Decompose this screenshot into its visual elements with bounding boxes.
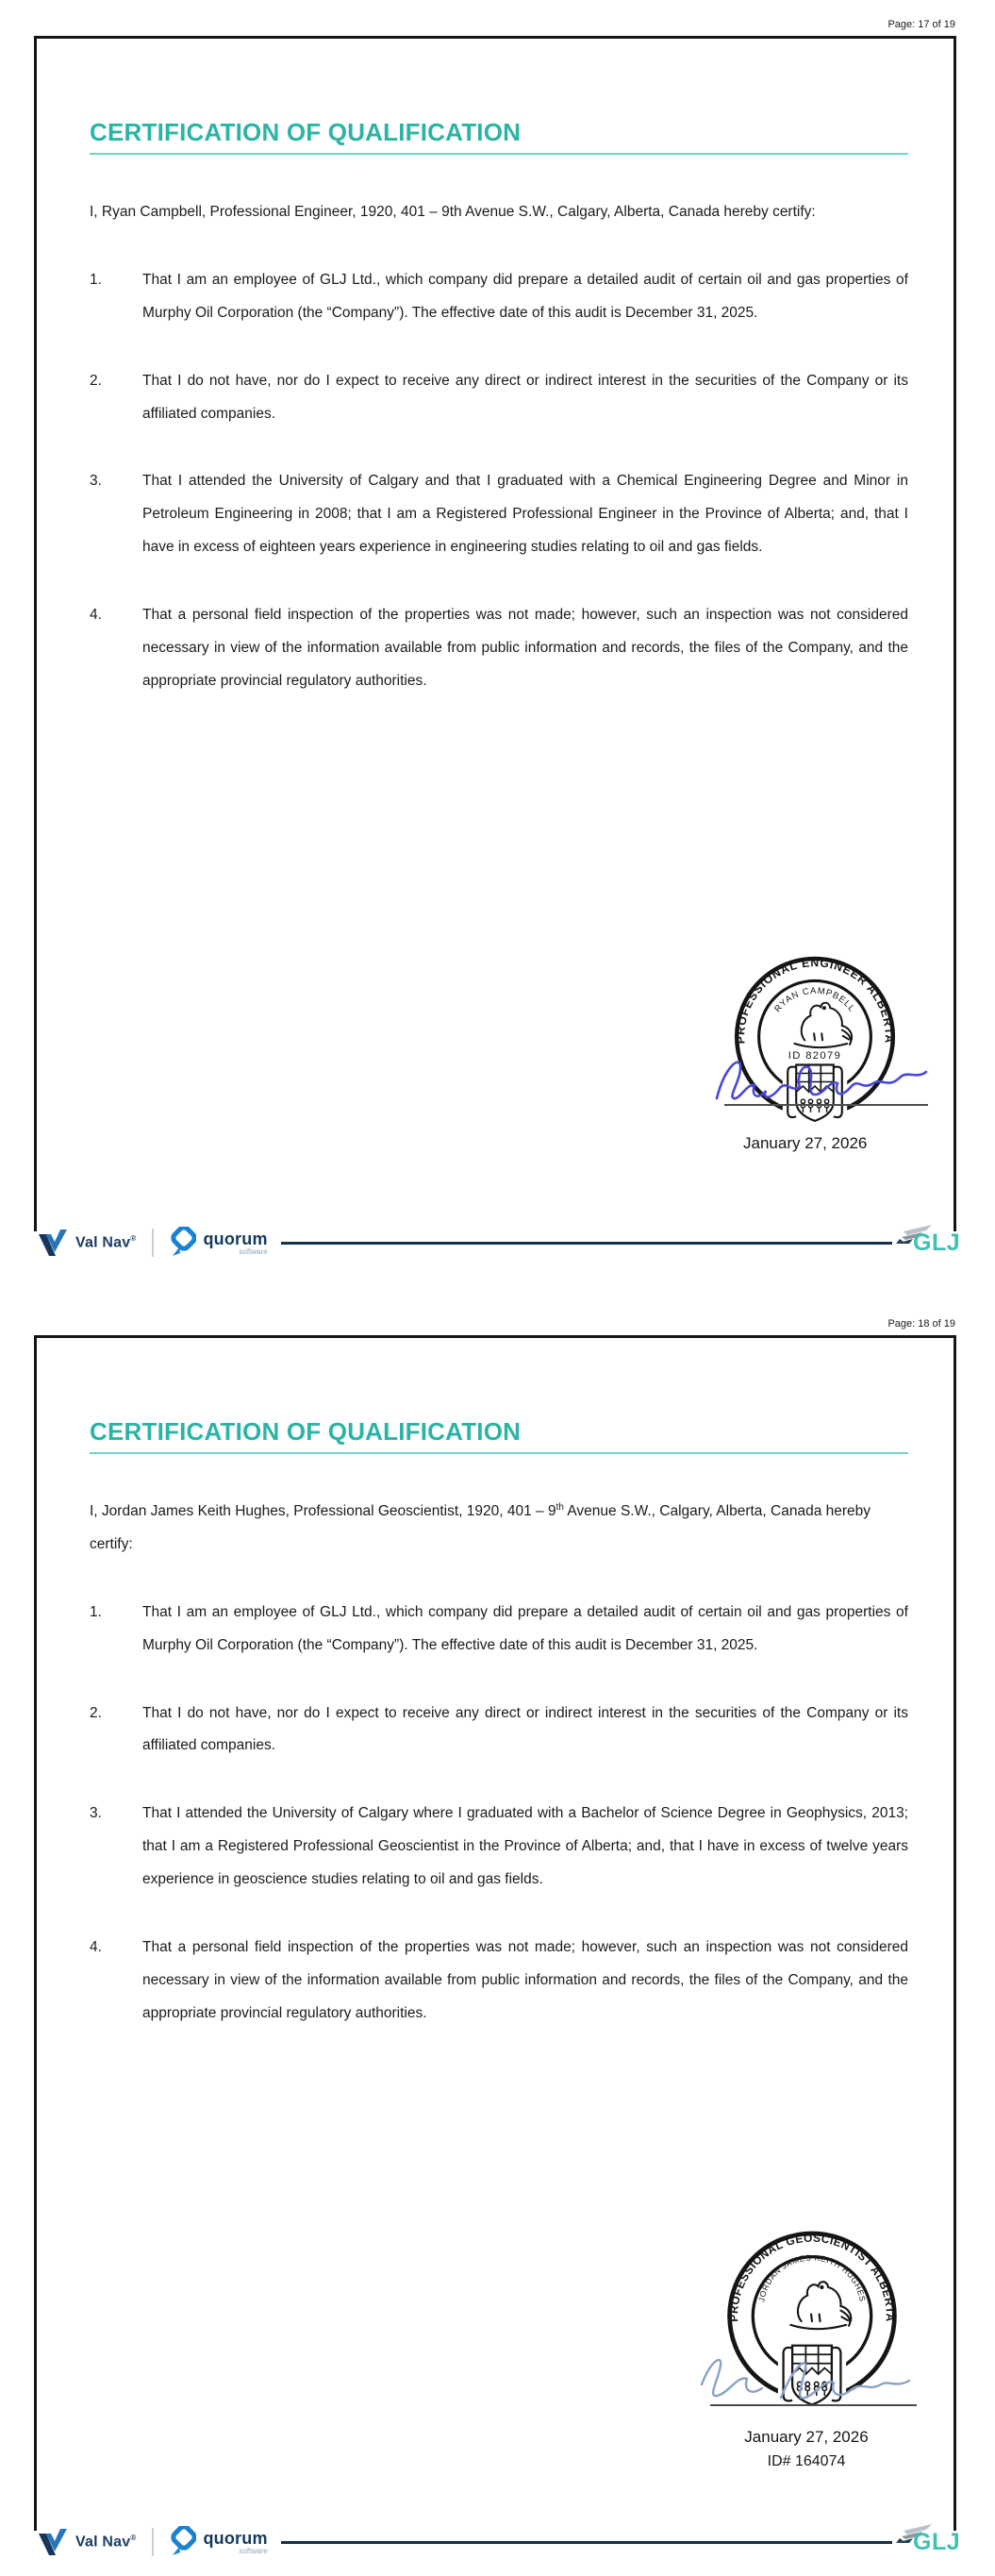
- page-title: CERTIFICATION OF QUALIFICATION: [90, 118, 522, 146]
- quorum-logo: [168, 2526, 267, 2558]
- item-text: That I attended the University of Calgary where I graduated with a Bachelor of Science Degree in Geophysics, 2013; that I am a Registered Professional Geoscientist in the Province of Alberta; and, that I have in excess of twelve years experience in geoscience studies relating to oil and gas fields.: [142, 1805, 908, 1887]
- item-number: 1.: [90, 1603, 102, 1620]
- page-footer: [38, 1220, 961, 1265]
- footer-divider: [152, 2528, 154, 2556]
- valnav-logo: [38, 2528, 136, 2556]
- list-item: [90, 1932, 908, 2031]
- intro-text: I, Ryan Campbell, Professional Engineer, 1920, 401 – 9th Avenue S.W., Calgary, Alberta, Canada hereby certify:: [90, 204, 816, 220]
- glj-wordmark: GLJ: [913, 2529, 961, 2555]
- signature-ryan-campbell: [711, 1051, 933, 1110]
- footer-rule: [281, 2541, 892, 2544]
- signature-block: [670, 2226, 924, 2509]
- page-17: [0, 0, 995, 1277]
- item-text: That I attended the University of Calgary and that I graduated with a Chemical Engineering Degree and Minor in Petroleum Engineering in 2008; that I am a Registered Professional Engineer in the Province of Alberta; and, that I have in excess of eighteen years experience in engineering studies relating to oil and gas fields.: [142, 473, 908, 556]
- certification-list: [90, 1597, 908, 2031]
- valnav-wordmark: Val Nav®: [75, 1233, 137, 1251]
- item-text: That a personal field inspection of the properties was not made; however, such an inspection was not considered necessary in view of the information available from public information and records, the files of the Company, and the appropriate provincial regulatory authorities.: [142, 607, 908, 689]
- intro-text: I, Jordan James Keith Hughes, Professional Geoscientist, 1920, 401 – 9: [90, 1503, 556, 1519]
- signature-date: January 27, 2026: [743, 1134, 868, 1152]
- signature-line: [710, 2404, 917, 2406]
- list-item: [90, 599, 908, 698]
- glj-wordmark: GLJ: [913, 1229, 961, 1256]
- page-18: [0, 1299, 995, 2576]
- signature-jordan-hughes: [696, 2347, 922, 2409]
- item-number: 2.: [90, 1704, 102, 1721]
- page-footer: [38, 2519, 961, 2565]
- page-content: [37, 1338, 954, 2031]
- list-item: [90, 1698, 908, 1764]
- item-number: 3.: [90, 473, 102, 490]
- list-item: [90, 1798, 908, 1897]
- page-title: CERTIFICATION OF QUALIFICATION: [90, 1417, 522, 1446]
- quorum-wordmark: quorum software: [203, 2528, 268, 2555]
- glj-logo: [894, 1223, 961, 1263]
- seal-id-text: ID 82079: [788, 1050, 842, 1062]
- quorum-q-icon: [168, 2526, 196, 2558]
- title-underline: [90, 153, 908, 155]
- intro-paragraph: [90, 1496, 908, 1562]
- beaver-icon: [794, 1003, 852, 1047]
- seal-name-text: RYAN CAMPBELL: [772, 985, 857, 1015]
- page-content: [37, 39, 954, 698]
- certification-list: [90, 264, 908, 698]
- item-number: 3.: [90, 1805, 102, 1822]
- quorum-q-icon: [168, 1227, 196, 1259]
- intro-text-after: Avenue S.W., Calgary, Alberta, Canada hereby certify:: [90, 1503, 871, 1552]
- list-item: [90, 264, 908, 330]
- item-number: 1.: [90, 271, 102, 288]
- page-number-label: Page: 17 of 19: [887, 19, 955, 30]
- signature-block: [698, 951, 934, 1215]
- valnav-wordmark: Val Nav®: [75, 2533, 137, 2551]
- valnav-logo: [38, 1229, 136, 1257]
- item-text: That I am an employee of GLJ Ltd., which company did prepare a detailed audit of certain oil and gas properties of Murphy Oil Corporation (the “Company”). The effective date of this audit is December 31, 2025.: [142, 271, 908, 321]
- page-number-label: Page: 18 of 19: [887, 1318, 955, 1330]
- item-number: 4.: [90, 607, 102, 623]
- list-item: [90, 365, 908, 431]
- item-text: That I am an employee of GLJ Ltd., which company did prepare a detailed audit of certain oil and gas properties of Murphy Oil Corporation (the “Company”). The effective date of this audit is December 31, 2025.: [142, 1603, 908, 1653]
- item-number: 2.: [90, 372, 102, 389]
- item-text: That I do not have, nor do I expect to receive any direct or indirect interest in the securities of the Company or its affiliated companies.: [142, 1704, 908, 1754]
- item-text: That a personal field inspection of the properties was not made; however, such an inspection was not considered necessary in view of the information available from public information and records, the files of the Company, and the appropriate provincial regulatory authorities.: [142, 1938, 908, 2021]
- list-item: [90, 465, 908, 564]
- valnav-v-icon: [38, 1229, 70, 1257]
- glj-logo: [894, 2522, 961, 2562]
- footer-rule: [281, 1242, 892, 1245]
- intro-paragraph: [90, 196, 908, 229]
- signature-id-number: ID# 164074: [767, 2453, 846, 2469]
- quorum-wordmark: quorum software: [203, 1229, 268, 1256]
- svg-text:JORDAN JAMES KEITH HUGHES: [756, 2252, 868, 2302]
- item-number: 4.: [90, 1938, 102, 1955]
- quorum-logo: [168, 1227, 267, 1259]
- signature-line: [724, 1104, 928, 1106]
- intro-superscript: th: [556, 1501, 564, 1513]
- seal-ring-text: PROFESSIONAL GEOSCIENTIST ALBERTA: [727, 2231, 897, 2322]
- seal-ring-text: PROFESSIONAL ENGINEER ALBERTA: [734, 956, 896, 1045]
- list-item: [90, 1597, 908, 1663]
- signature-date: January 27, 2026: [744, 2428, 869, 2446]
- seal-name-text: JORDAN JAMES KEITH HUGHES: [756, 2252, 868, 2303]
- valnav-v-icon: [38, 2528, 70, 2556]
- footer-divider: [152, 1229, 154, 1257]
- item-text: That I do not have, nor do I expect to receive any direct or indirect interest in the securities of the Company or its affiliated companies.: [142, 372, 908, 422]
- title-underline: [90, 1452, 908, 1454]
- beaver-icon: [790, 2282, 851, 2329]
